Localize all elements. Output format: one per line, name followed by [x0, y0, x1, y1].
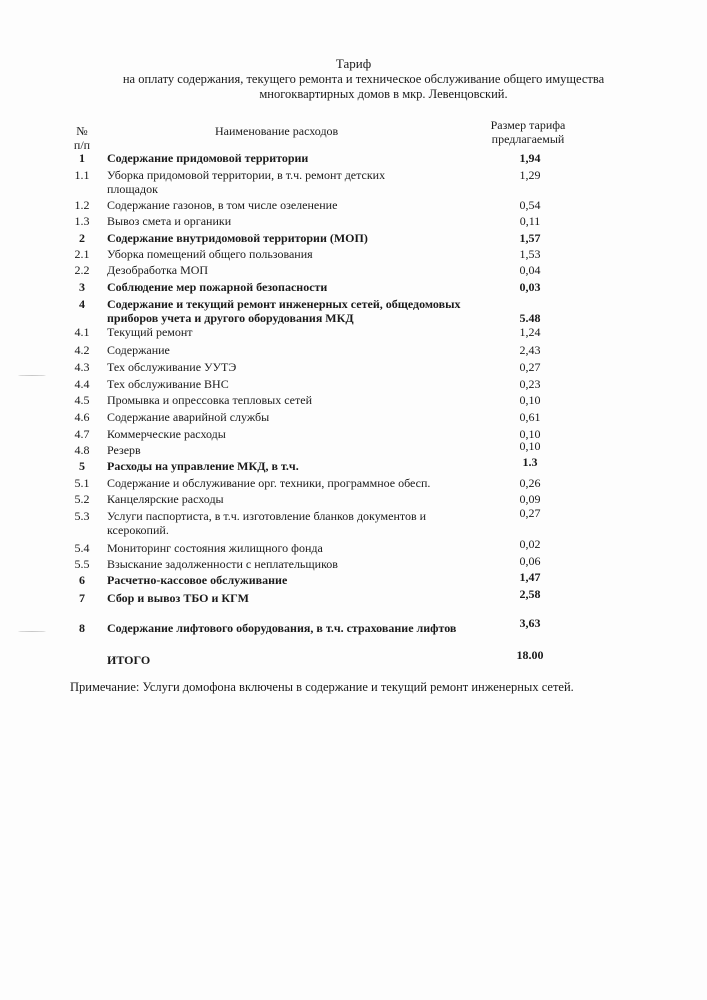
doc-subtitle-line1: на оплату содержания, текущего ремонта и техническое обслуживание общего имущества — [122, 72, 605, 86]
row-num: 4.7 — [74, 427, 90, 441]
row-name: Содержание внутридомовой территории (МОП) — [107, 231, 368, 245]
row-num: 5.2 — [74, 492, 90, 506]
row-num: 6 — [79, 573, 85, 587]
row-name: Промывка и опрессовка тепловых сетей — [107, 393, 312, 407]
punch-mark — [18, 631, 46, 633]
row-name: Содержание придомовой территории — [107, 151, 309, 165]
row-value: 0,11 — [519, 214, 541, 228]
row-num: 1.1 — [74, 168, 90, 182]
row-num: 4.6 — [74, 410, 90, 424]
row-num: 4.1 — [74, 325, 90, 339]
row-name: Тех обслуживание ВНС — [107, 377, 229, 391]
row-value: 0,06 — [519, 554, 541, 568]
row-name: Содержание — [107, 343, 170, 357]
row-name: Расчетно-кассовое обслуживание — [107, 573, 288, 587]
row-name: Содержание аварийной службы — [107, 410, 270, 424]
row-name: Расходы на управление МКД, в т.ч. — [107, 459, 299, 473]
row-value: 0,04 — [519, 263, 541, 277]
row-num: 5.1 — [74, 476, 90, 490]
doc-subtitle-line2: многоквартирных домов в мкр. Левенцовский. — [259, 87, 508, 101]
row-name: Услуги паспортиста, в т.ч. изготовление бланков документов и ксерокопий. — [107, 509, 427, 537]
row-name: Содержание и обслуживание орг. техники, программное обесп. — [107, 476, 431, 490]
row-num: 4.2 — [74, 343, 90, 357]
row-num: 2.1 — [74, 247, 90, 261]
row-num: 5 — [79, 459, 85, 473]
row-num: 1.3 — [74, 214, 90, 228]
row-value: 0,03 — [519, 280, 541, 294]
row-name: Уборка придомовой территории, в т.ч. ремонт детских площадок — [107, 168, 386, 196]
row-value: 1,57 — [519, 231, 541, 245]
row-num: 2 — [79, 231, 85, 245]
row-num: 4.5 — [74, 393, 90, 407]
row-value: 5.48 — [519, 311, 541, 325]
row-num: 7 — [79, 591, 85, 605]
header-num — [70, 124, 94, 152]
row-name: Тех обслуживание УУТЭ — [107, 360, 237, 374]
doc-title: Тариф — [335, 56, 372, 71]
row-value: 0,23 — [519, 377, 541, 391]
row-num: 2.2 — [74, 263, 90, 277]
row-name: Сбор и вывоз ТБО и КГМ — [107, 591, 249, 605]
row-name: Дезобработка МОП — [107, 263, 209, 277]
row-value: 0,54 — [519, 198, 541, 212]
row-value: 0,09 — [519, 492, 541, 506]
row-num: 4.3 — [74, 360, 90, 374]
row-value: 1,47 — [519, 570, 541, 584]
row-value: 1,53 — [519, 247, 541, 261]
row-value: 2,58 — [519, 587, 541, 601]
row-name: Канцелярские расходы — [107, 492, 224, 506]
row-value: 0,02 — [519, 537, 541, 551]
row-num: 5.5 — [74, 557, 90, 571]
row-num: 5.4 — [74, 541, 90, 555]
row-name: Содержание газонов, в том числе озеленение — [107, 198, 338, 212]
row-name: Содержание лифтового оборудования, в т.ч. страхование лифтов — [107, 621, 457, 635]
row-name: ИТОГО — [107, 653, 151, 667]
row-num: 4.8 — [74, 443, 90, 457]
row-value: 1,29 — [519, 168, 541, 182]
row-num: 8 — [79, 621, 85, 635]
row-value: 0,10 — [519, 427, 541, 441]
row-num: 5.3 — [74, 509, 90, 523]
row-value: 18.00 — [516, 648, 544, 662]
row-value: 0,10 — [519, 393, 541, 407]
row-value: 0,10 — [519, 439, 541, 453]
punch-mark — [18, 375, 46, 377]
row-num: 1.2 — [74, 198, 90, 212]
row-value: 1.3 — [522, 455, 538, 469]
row-num: 4.4 — [74, 377, 90, 391]
row-value: 1,94 — [519, 151, 541, 165]
header-tariff: Размер тарифа предлагаемый — [490, 118, 566, 146]
row-value: 0,27 — [519, 360, 541, 374]
row-value: 3,63 — [519, 616, 541, 630]
row-num: 4 — [79, 297, 85, 311]
row-name: Содержание и текущий ремонт инженерных сетей, общедомовых приборов учета и другого оборудования МКД — [107, 297, 461, 325]
row-name: Вывоз смета и органики — [107, 214, 232, 228]
row-name: Коммерческие расходы — [107, 427, 226, 441]
header-num-label: № п/п — [73, 124, 91, 152]
row-name: Текущий ремонт — [107, 325, 193, 339]
row-name: Соблюдение мер пожарной безопасности — [107, 280, 328, 294]
footnote: Примечание: Услуги домофона включены в содержание и текущий ремонт инженерных сетей. — [70, 680, 574, 694]
row-value: 0,61 — [519, 410, 541, 424]
row-num: 3 — [79, 280, 85, 294]
row-name: Взыскание задолженности с неплательщиков — [107, 557, 338, 571]
row-value: 0,26 — [519, 476, 541, 490]
row-name: Резерв — [107, 443, 141, 457]
row-name: Уборка помещений общего пользования — [107, 247, 313, 261]
row-name: Мониторинг состояния жилищного фонда — [107, 541, 323, 555]
row-value: 0,27 — [519, 506, 541, 520]
header-name: Наименование расходов — [215, 124, 339, 138]
row-num: 1 — [79, 151, 85, 165]
row-value: 2,43 — [519, 343, 541, 357]
row-value: 1,24 — [519, 325, 541, 339]
